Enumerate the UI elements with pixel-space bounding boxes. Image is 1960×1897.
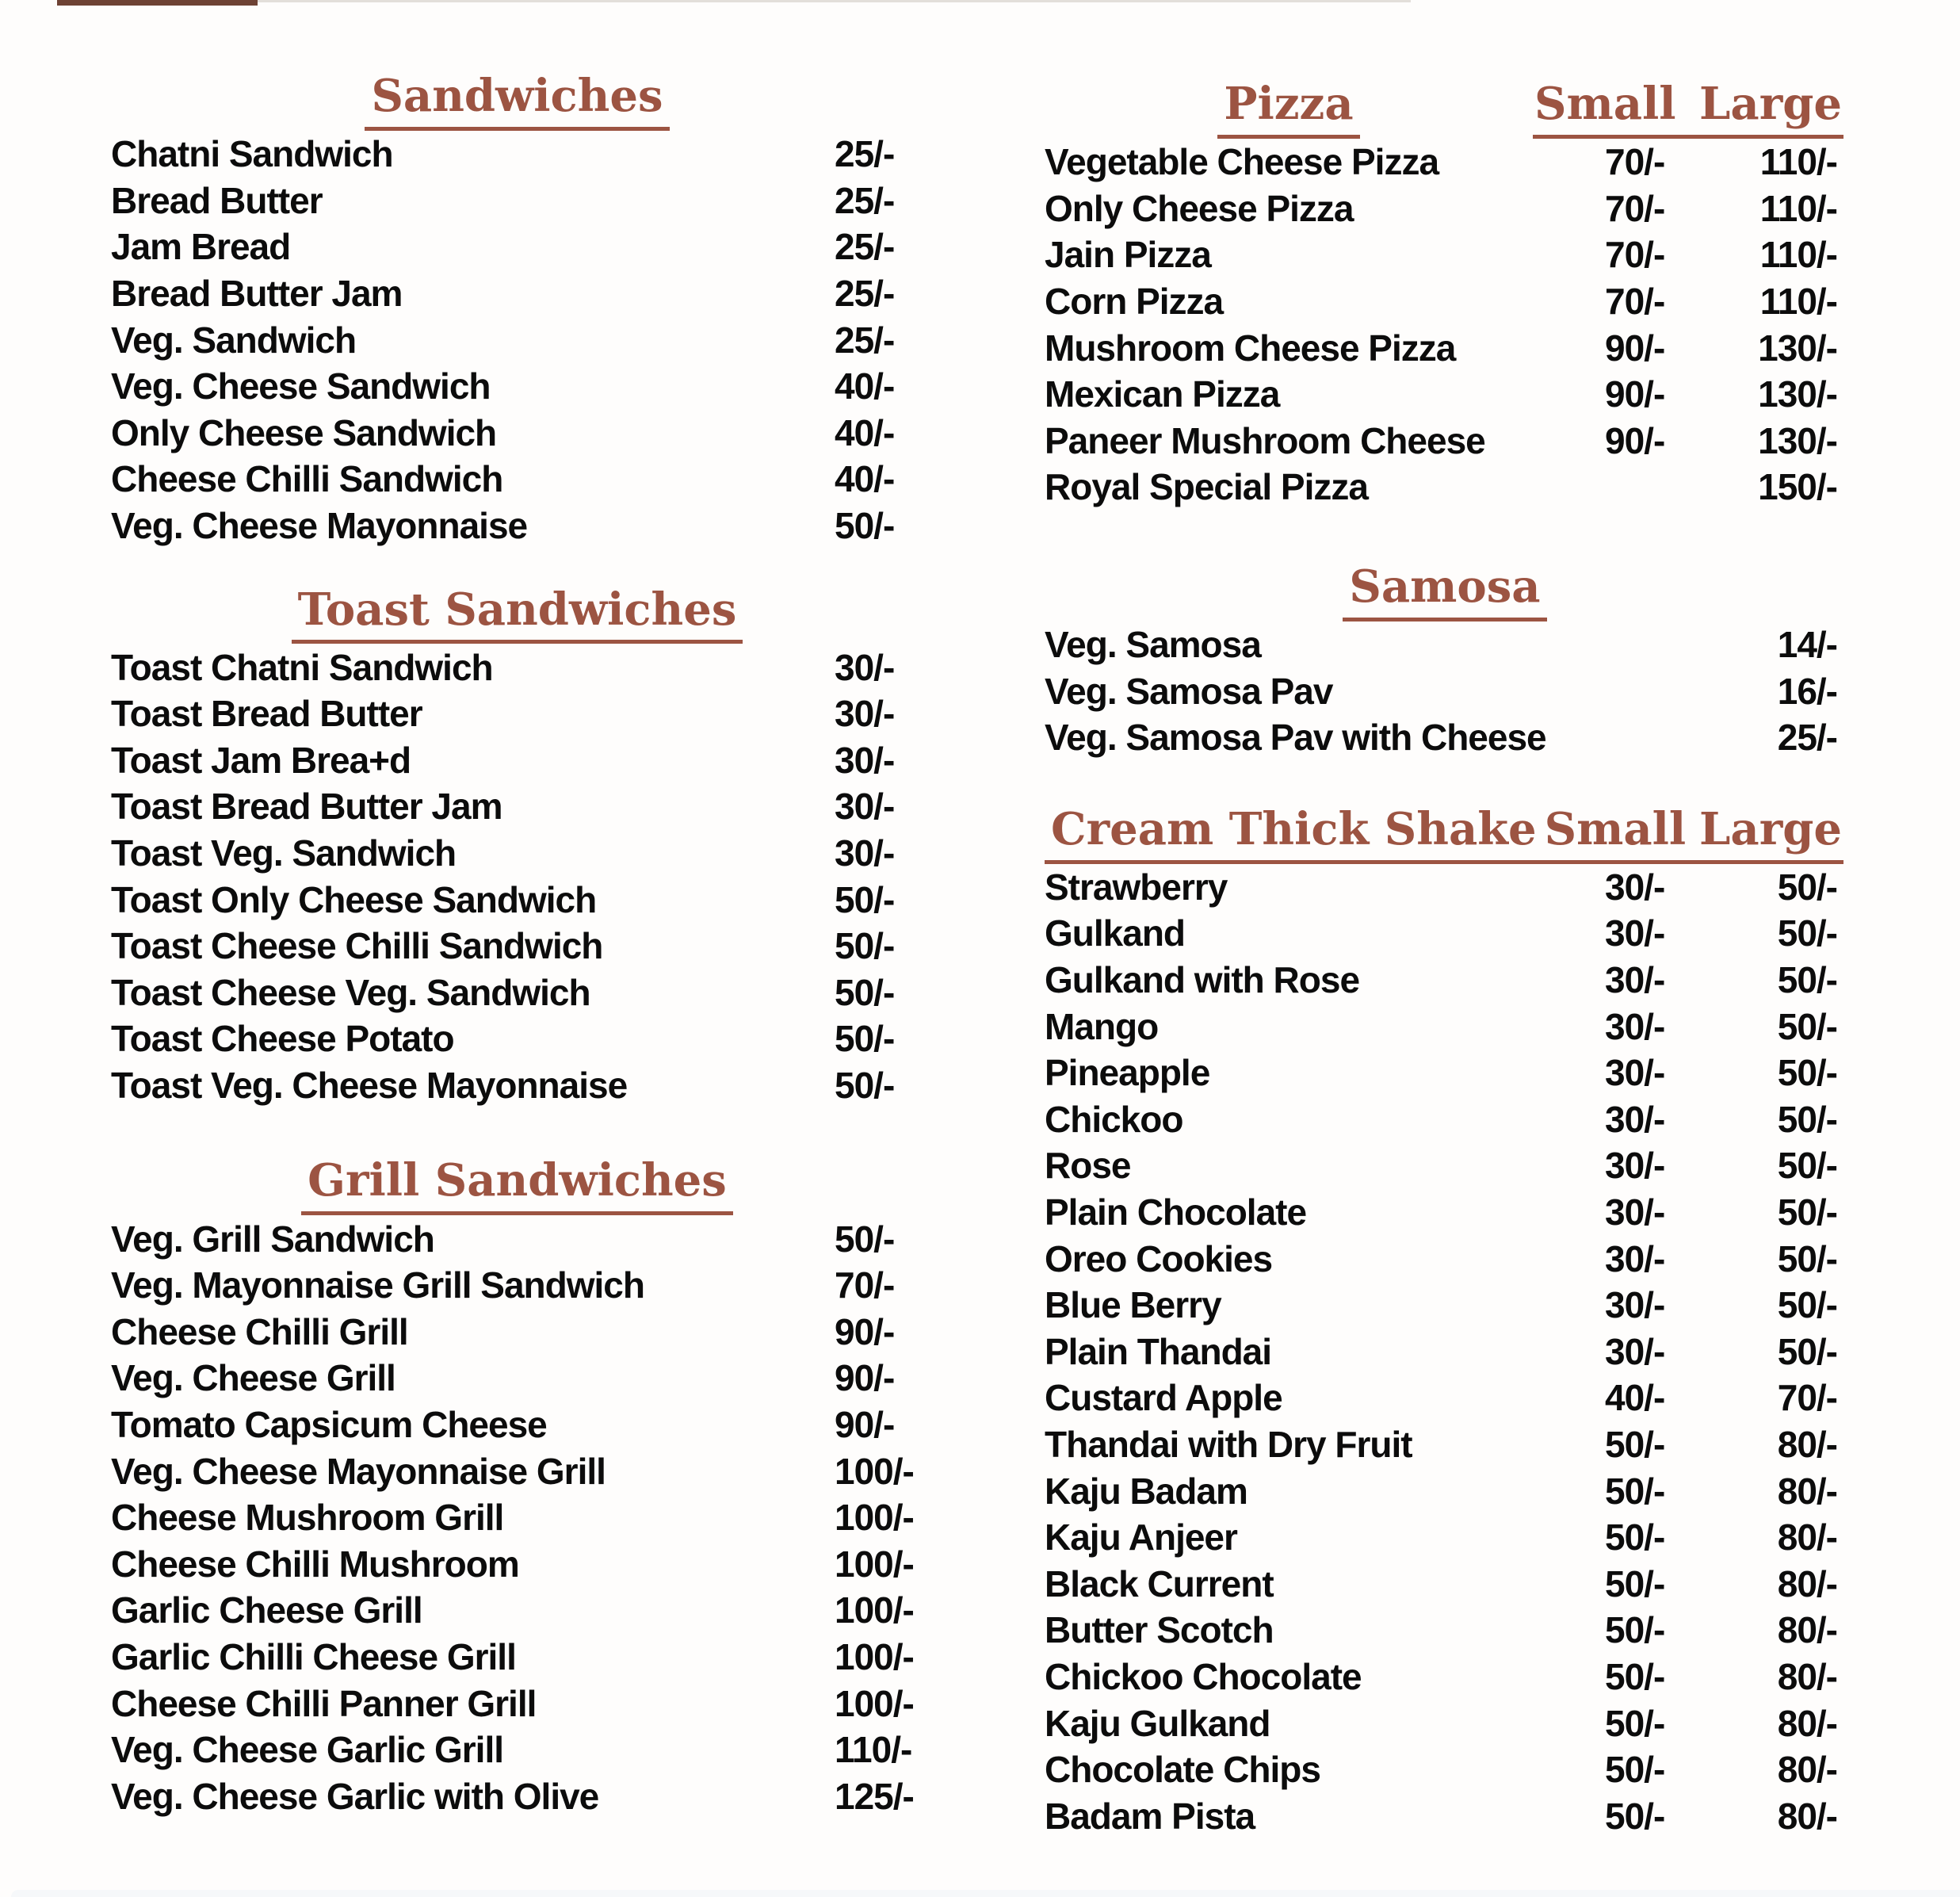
item-name: Veg. Cheese Grill bbox=[111, 1357, 395, 1399]
item-price-large: 80/- bbox=[1777, 1609, 1837, 1651]
item-name: Toast Chatni Sandwich bbox=[111, 646, 493, 688]
item-price-small: 70/- bbox=[1605, 281, 1665, 323]
item-price-small: 30/- bbox=[1605, 1052, 1665, 1094]
menu-item-row bbox=[1045, 371, 1845, 418]
menu-item-row bbox=[1045, 1096, 1845, 1143]
item-name: Gulkand with Rose bbox=[1045, 959, 1360, 1001]
item-name: Cheese Chilli Mushroom bbox=[111, 1543, 519, 1585]
item-price: 30/- bbox=[835, 786, 895, 828]
item-price-large: 80/- bbox=[1777, 1470, 1837, 1512]
item-price-large: 150/- bbox=[1758, 466, 1837, 508]
item-price-small: 50/- bbox=[1605, 1702, 1665, 1744]
item-price-small: 30/- bbox=[1605, 1098, 1665, 1140]
item-name: Toast Cheese Potato bbox=[111, 1018, 454, 1060]
item-name: Toast Bread Butter bbox=[111, 693, 422, 735]
item-name: Thandai with Dry Fruit bbox=[1045, 1423, 1412, 1465]
item-name: Tomato Capsicum Cheese bbox=[111, 1403, 547, 1445]
item-name: Only Cheese Pizza bbox=[1045, 187, 1354, 229]
item-price-small: 70/- bbox=[1605, 187, 1665, 229]
small-column-label: Small bbox=[1544, 802, 1687, 855]
item-name: Bread Butter Jam bbox=[111, 273, 403, 315]
item-price: 100/- bbox=[835, 1589, 914, 1631]
item-name: Veg. Cheese Sandwich bbox=[111, 365, 491, 407]
item-name: Custard Apple bbox=[1045, 1377, 1282, 1419]
section-toast-sandwiches bbox=[111, 549, 923, 1108]
item-price: 30/- bbox=[835, 693, 895, 735]
item-price-large: 110/- bbox=[1759, 141, 1837, 183]
item-name: Mango bbox=[1045, 1005, 1159, 1047]
item-price: 100/- bbox=[835, 1543, 914, 1585]
large-column-label: Large bbox=[1699, 78, 1842, 131]
item-price: 25/- bbox=[835, 133, 895, 175]
item-price: 100/- bbox=[835, 1635, 914, 1677]
menu-item-row bbox=[1045, 1467, 1845, 1514]
item-price-small: 30/- bbox=[1605, 866, 1665, 908]
item-name: Veg. Samosa bbox=[1045, 624, 1261, 666]
menu-item-row bbox=[111, 1727, 923, 1773]
menu-item-row bbox=[111, 1355, 923, 1402]
item-name: Oreo Cookies bbox=[1045, 1237, 1273, 1279]
item-name: Chickoo bbox=[1045, 1098, 1183, 1140]
menu-item-row bbox=[111, 876, 923, 923]
item-name: Bread Butter bbox=[111, 179, 323, 221]
item-price-small: 30/- bbox=[1605, 1237, 1665, 1279]
item-name: Cheese Mushroom Grill bbox=[111, 1497, 504, 1539]
section-header bbox=[111, 55, 923, 131]
menu-item-row bbox=[111, 830, 923, 877]
menu-item-row bbox=[111, 1448, 923, 1494]
item-name: Veg. Grill Sandwich bbox=[111, 1218, 434, 1260]
menu-item-row bbox=[111, 224, 923, 270]
menu-item-row bbox=[1045, 418, 1845, 465]
menu-item-row bbox=[111, 1015, 923, 1062]
menu-item-row bbox=[1045, 714, 1845, 761]
item-name: Rose bbox=[1045, 1145, 1131, 1187]
item-price: 25/- bbox=[1777, 717, 1837, 759]
section-sandwiches bbox=[111, 55, 923, 549]
item-name: Cheese Chilli Panner Grill bbox=[111, 1682, 537, 1724]
item-name: Black Current bbox=[1045, 1562, 1274, 1604]
item-price-large: 50/- bbox=[1777, 1330, 1837, 1372]
item-name: Cheese Chilli Sandwich bbox=[111, 458, 503, 500]
item-name: Toast Cheese Veg. Sandwich bbox=[111, 971, 590, 1013]
item-name: Plain Thandai bbox=[1045, 1330, 1272, 1372]
item-price: 100/- bbox=[835, 1450, 914, 1492]
item-name: Jain Pizza bbox=[1045, 234, 1211, 276]
menu-item-row bbox=[1045, 1328, 1845, 1375]
item-price: 90/- bbox=[835, 1310, 895, 1352]
item-price: 30/- bbox=[835, 832, 895, 874]
menu-item-row bbox=[111, 316, 923, 363]
item-name: Veg. Cheese Garlic with Olive bbox=[111, 1775, 599, 1817]
section-title: Sandwiches bbox=[365, 73, 669, 131]
item-price: 50/- bbox=[835, 1218, 895, 1260]
item-name: Chickoo Chocolate bbox=[1045, 1655, 1362, 1697]
item-name: Corn Pizza bbox=[1045, 281, 1224, 323]
menu-item-row bbox=[1045, 1421, 1845, 1468]
menu-item-row bbox=[111, 1402, 923, 1448]
menu-item-row bbox=[1045, 1654, 1845, 1700]
size-columns-header bbox=[1543, 802, 1843, 864]
item-name: Plain Chocolate bbox=[1045, 1191, 1307, 1233]
item-price-large: 110/- bbox=[1759, 187, 1837, 229]
menu-item-row bbox=[111, 690, 923, 737]
item-name: Veg. Samosa Pav with Cheese bbox=[1045, 717, 1546, 759]
item-price-small: 50/- bbox=[1605, 1795, 1665, 1837]
menu-item-row bbox=[1045, 1142, 1845, 1189]
item-price-large: 80/- bbox=[1777, 1795, 1837, 1837]
item-price: 30/- bbox=[835, 646, 895, 688]
item-price-small: 40/- bbox=[1605, 1377, 1665, 1419]
item-price-large: 80/- bbox=[1777, 1562, 1837, 1604]
item-name: Garlic Cheese Grill bbox=[111, 1589, 422, 1631]
item-name: Veg. Cheese Mayonnaise Grill bbox=[111, 1450, 606, 1492]
menu-item-row bbox=[1045, 1282, 1845, 1329]
item-price-small: 30/- bbox=[1605, 1191, 1665, 1233]
item-price-small: 30/- bbox=[1605, 912, 1665, 954]
menu-item-row bbox=[1045, 278, 1845, 325]
item-name: Toast Veg. Sandwich bbox=[111, 832, 457, 874]
menu-item-row bbox=[1045, 621, 1845, 668]
item-price-small: 50/- bbox=[1605, 1655, 1665, 1697]
item-price-large: 50/- bbox=[1777, 1098, 1837, 1140]
item-price: 90/- bbox=[835, 1403, 895, 1445]
item-price: 90/- bbox=[835, 1357, 895, 1399]
item-name: Butter Scotch bbox=[1045, 1609, 1274, 1651]
item-price-large: 50/- bbox=[1777, 866, 1837, 908]
item-price-small: 50/- bbox=[1605, 1516, 1665, 1559]
item-price-large: 80/- bbox=[1777, 1702, 1837, 1744]
item-name: Vegetable Cheese Pizza bbox=[1045, 141, 1439, 183]
menu-item-row bbox=[111, 1587, 923, 1634]
item-price: 110/- bbox=[835, 1729, 912, 1771]
menu-item-row bbox=[1045, 957, 1845, 1004]
section-samosa bbox=[1045, 511, 1845, 761]
item-price: 50/- bbox=[835, 1018, 895, 1060]
menu-item-row bbox=[111, 1062, 923, 1109]
item-price-small: 50/- bbox=[1605, 1609, 1665, 1651]
item-price: 40/- bbox=[835, 411, 895, 453]
item-name: Jam Bread bbox=[111, 226, 291, 268]
menu-item-row bbox=[111, 1680, 923, 1727]
menu-item-row bbox=[111, 1634, 923, 1681]
item-name: Veg. Samosa Pav bbox=[1045, 670, 1333, 712]
menu-item-row bbox=[111, 456, 923, 503]
item-price-small: 90/- bbox=[1605, 327, 1665, 369]
item-price-small: 30/- bbox=[1605, 1145, 1665, 1187]
item-price-large: 50/- bbox=[1777, 1191, 1837, 1233]
item-price-small: 30/- bbox=[1605, 1005, 1665, 1047]
item-price-small: 30/- bbox=[1605, 1284, 1665, 1326]
menu-item-row bbox=[1045, 1607, 1845, 1654]
item-name: Cheese Chilli Grill bbox=[111, 1310, 408, 1352]
item-price-large: 50/- bbox=[1777, 1145, 1837, 1187]
section-header bbox=[1045, 511, 1845, 621]
menu-item-row bbox=[1045, 910, 1845, 957]
size-columns-header bbox=[1533, 78, 1843, 139]
item-name: Toast Jam Brea+d bbox=[111, 739, 411, 781]
item-price: 25/- bbox=[835, 179, 895, 221]
item-price-small: 90/- bbox=[1605, 419, 1665, 461]
menu-item-row bbox=[111, 1262, 923, 1309]
item-price-large: 50/- bbox=[1777, 959, 1837, 1001]
item-price-large: 110/- bbox=[1759, 234, 1837, 276]
item-name: Strawberry bbox=[1045, 866, 1228, 908]
item-price: 16/- bbox=[1777, 670, 1837, 712]
item-price-large: 130/- bbox=[1758, 327, 1837, 369]
item-price: 14/- bbox=[1777, 624, 1837, 666]
item-price: 100/- bbox=[835, 1682, 914, 1724]
menu-item-row bbox=[111, 178, 923, 224]
item-price: 25/- bbox=[835, 226, 895, 268]
left-column bbox=[111, 55, 923, 1819]
menu-item-row bbox=[1045, 324, 1845, 371]
section-title: Toast Sandwiches bbox=[292, 587, 743, 644]
menu-item-row bbox=[111, 1215, 923, 1262]
item-name: Toast Only Cheese Sandwich bbox=[111, 878, 597, 920]
item-price-small: 30/- bbox=[1605, 1330, 1665, 1372]
menu-item-row bbox=[111, 783, 923, 830]
section-header bbox=[111, 1108, 923, 1215]
large-column-label: Large bbox=[1699, 802, 1842, 855]
item-name: Mexican Pizza bbox=[1045, 373, 1280, 415]
item-price-large: 130/- bbox=[1758, 373, 1837, 415]
menu-item-row bbox=[1045, 231, 1845, 278]
item-price: 30/- bbox=[835, 739, 895, 781]
item-price-large: 50/- bbox=[1777, 1284, 1837, 1326]
item-price-small: 50/- bbox=[1605, 1749, 1665, 1791]
menu-item-row bbox=[1045, 1746, 1845, 1793]
item-price-large: 110/- bbox=[1759, 281, 1837, 323]
item-price: 50/- bbox=[835, 1064, 895, 1106]
right-column bbox=[1045, 55, 1845, 1839]
menu-item-row bbox=[1045, 1375, 1845, 1421]
menu-item-row bbox=[1045, 864, 1845, 911]
item-name: Veg. Cheese Garlic Grill bbox=[111, 1729, 504, 1771]
menu-item-row bbox=[1045, 1792, 1845, 1839]
item-name: Toast Bread Butter Jam bbox=[111, 786, 502, 828]
section-title: Pizza bbox=[1217, 81, 1359, 139]
top-edge-line bbox=[258, 0, 1411, 2]
menu-item-row bbox=[111, 410, 923, 457]
item-price-small: 90/- bbox=[1605, 373, 1665, 415]
menu-item-row bbox=[111, 363, 923, 410]
item-name: Chocolate Chips bbox=[1045, 1749, 1320, 1791]
menu-item-row bbox=[111, 737, 923, 784]
menu-item-row bbox=[1045, 185, 1845, 232]
menu-item-row bbox=[111, 923, 923, 970]
item-price-large: 50/- bbox=[1777, 912, 1837, 954]
section-title-cell bbox=[1045, 78, 1533, 139]
item-name: Toast Cheese Chilli Sandwich bbox=[111, 925, 603, 967]
item-name: Toast Veg. Cheese Mayonnaise bbox=[111, 1064, 628, 1106]
menu-item-row bbox=[1045, 1050, 1845, 1096]
item-name: Veg. Cheese Mayonnaise bbox=[111, 505, 528, 547]
item-name: Veg. Mayonnaise Grill Sandwich bbox=[111, 1264, 644, 1306]
item-price: 50/- bbox=[835, 505, 895, 547]
menu-item-row bbox=[1045, 139, 1845, 185]
menu-item-row bbox=[111, 1540, 923, 1587]
item-price: 50/- bbox=[835, 925, 895, 967]
menu-item-row bbox=[111, 644, 923, 690]
item-name: Gulkand bbox=[1045, 912, 1186, 954]
section-title-cell bbox=[1045, 802, 1543, 864]
menu-item-row bbox=[1045, 464, 1845, 511]
menu-item-row bbox=[111, 503, 923, 549]
section-header bbox=[111, 549, 923, 644]
item-price-large: 80/- bbox=[1777, 1749, 1837, 1791]
menu-item-row bbox=[111, 970, 923, 1016]
item-price-small: 70/- bbox=[1605, 234, 1665, 276]
item-price: 70/- bbox=[835, 1264, 895, 1306]
item-price: 50/- bbox=[835, 878, 895, 920]
top-edge-bar bbox=[57, 0, 258, 6]
item-price-large: 80/- bbox=[1777, 1655, 1837, 1697]
item-name: Garlic Chilli Cheese Grill bbox=[111, 1635, 516, 1677]
item-price-small: 50/- bbox=[1605, 1423, 1665, 1465]
menu-item-row bbox=[111, 270, 923, 317]
menu-item-row bbox=[1045, 667, 1845, 714]
section-header bbox=[1045, 761, 1845, 864]
section-pizza bbox=[1045, 55, 1845, 511]
section-header bbox=[1045, 55, 1845, 139]
item-price-large: 50/- bbox=[1777, 1052, 1837, 1094]
section-title: Cream Thick Shake bbox=[1045, 806, 1543, 864]
menu-item-row bbox=[1045, 1560, 1845, 1607]
item-price-large: 80/- bbox=[1777, 1423, 1837, 1465]
menu-item-row bbox=[111, 131, 923, 178]
menu-item-row bbox=[1045, 1700, 1845, 1746]
item-name: Kaju Gulkand bbox=[1045, 1702, 1270, 1744]
bottom-edge-artifact bbox=[11, 1890, 1960, 1897]
small-column-label: Small bbox=[1534, 78, 1676, 131]
menu-item-row bbox=[1045, 1189, 1845, 1236]
item-price-small: 50/- bbox=[1605, 1562, 1665, 1604]
section-title: Samosa bbox=[1343, 564, 1546, 621]
item-price-large: 50/- bbox=[1777, 1237, 1837, 1279]
item-name: Pineapple bbox=[1045, 1052, 1210, 1094]
item-price: 25/- bbox=[835, 273, 895, 315]
item-name: Chatni Sandwich bbox=[111, 133, 393, 175]
item-price: 25/- bbox=[835, 319, 895, 361]
section-title: Grill Sandwiches bbox=[301, 1157, 733, 1215]
item-price: 40/- bbox=[835, 365, 895, 407]
menu-item-row bbox=[1045, 1003, 1845, 1050]
section-cream-thick-shake bbox=[1045, 761, 1845, 1839]
menu-item-row bbox=[1045, 1514, 1845, 1561]
item-name: Only Cheese Sandwich bbox=[111, 411, 497, 453]
item-price-large: 50/- bbox=[1777, 1005, 1837, 1047]
item-name: Badam Pista bbox=[1045, 1795, 1255, 1837]
item-price-large: 130/- bbox=[1758, 419, 1837, 461]
item-price: 125/- bbox=[835, 1775, 914, 1817]
menu-item-row bbox=[111, 1773, 923, 1819]
item-price: 40/- bbox=[835, 458, 895, 500]
item-price-large: 80/- bbox=[1777, 1516, 1837, 1559]
item-name: Paneer Mushroom Cheese bbox=[1045, 419, 1485, 461]
item-name: Mushroom Cheese Pizza bbox=[1045, 327, 1456, 369]
item-name: Royal Special Pizza bbox=[1045, 466, 1368, 508]
item-name: Kaju Badam bbox=[1045, 1470, 1247, 1512]
item-price: 50/- bbox=[835, 971, 895, 1013]
item-name: Kaju Anjeer bbox=[1045, 1516, 1237, 1559]
item-price: 100/- bbox=[835, 1497, 914, 1539]
section-grill-sandwiches bbox=[111, 1108, 923, 1819]
menu-item-row bbox=[111, 1494, 923, 1541]
menu-item-row bbox=[1045, 1235, 1845, 1282]
item-price-small: 30/- bbox=[1605, 959, 1665, 1001]
item-price-large: 70/- bbox=[1777, 1377, 1837, 1419]
item-price-small: 50/- bbox=[1605, 1470, 1665, 1512]
item-name: Veg. Sandwich bbox=[111, 319, 357, 361]
menu-item-row bbox=[111, 1308, 923, 1355]
item-price-small: 70/- bbox=[1605, 141, 1665, 183]
item-name: Blue Berry bbox=[1045, 1284, 1221, 1326]
